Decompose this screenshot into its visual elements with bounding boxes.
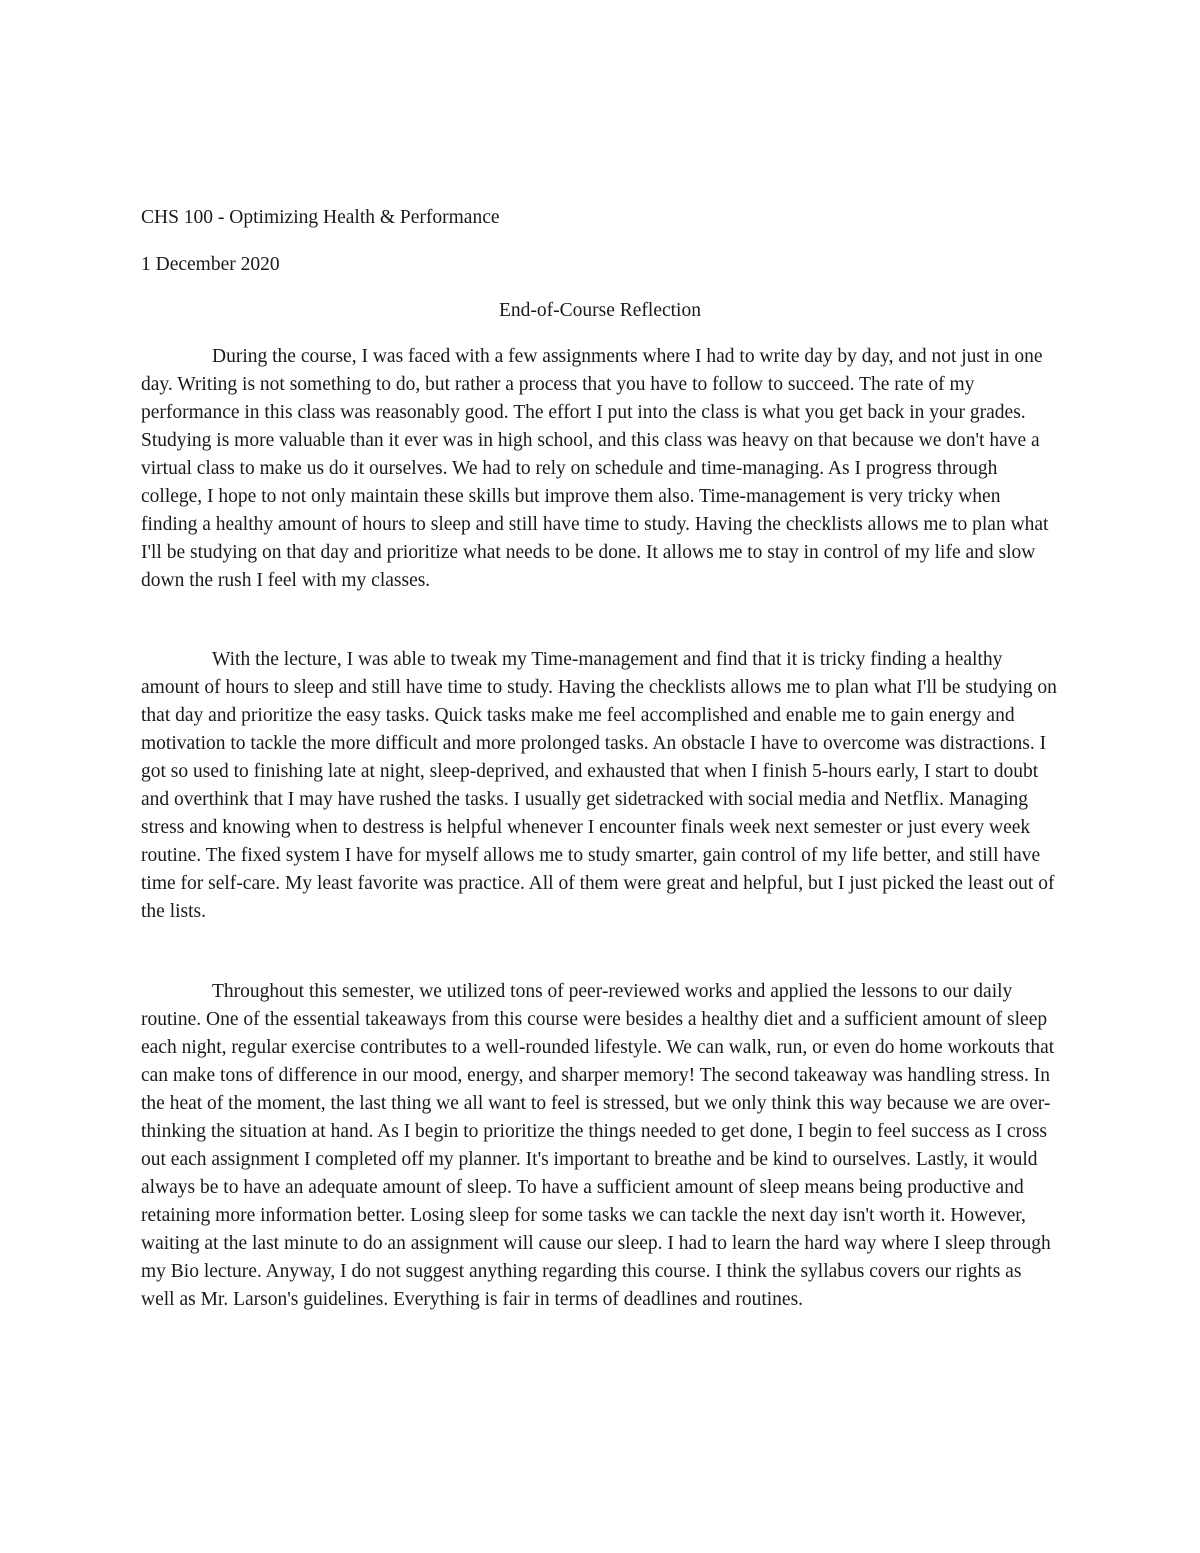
paragraph-1-block	[141, 343, 1059, 595]
paragraph-2-block	[141, 646, 1059, 926]
body-paragraph: During the course, I was faced with a few assignments where I had to write day by day, and not just in one day. Writing is not something to do, but rather a process that you have to follow to succeed. The rate of my performance in this class was reasonably good. The effort I put into the class is what you get back in your grades. Studying is more valuable than it ever was in high school, and this class was heavy on that because we don't have a virtual class to make us do it ourselves. We had to rely on schedule and time-managing. As I progress through college, I hope to not only maintain these skills but improve them also. Time-management is very tricky when finding a healthy amount of hours to sleep and still have time to study. Having the checklists allows me to plan what I'll be studying on that day and prioritize what needs to be done. It allows me to stay in control of my life and slow down the rush I feel with my classes.	[141, 346, 1049, 591]
document-date: 1 December 2020	[141, 254, 280, 275]
course-name: CHS 100 - Optimizing Health & Performance	[141, 207, 500, 228]
body-paragraph: With the lecture, I was able to tweak my Time-management and find that it is tricky finding a healthy amount of hours to sleep and still have time to study. Having the checklists allows me to plan what I'll be studying on that day and prioritize the easy tasks. Quick tasks make me feel accomplished and enable me to gain energy and motivation to tackle the more difficult and more prolonged tasks. An obstacle I have to overcome was distractions. I got so used to finishing late at night, sleep-deprived, and exhausted that when I finish 5-hours early, I start to doubt and overthink that I may have rushed the tasks. I usually get sidetracked with social media and Netflix. Managing stress and knowing when to destress is helpful whenever I encounter finals week next semester or just every week routine. The fixed system I have for myself allows me to study smarter, gain control of my life better, and still have time for self-care. My least favorite was practice. All of them were great and helpful, but I just picked the least out of the lists.	[141, 649, 1057, 922]
document-title: End-of-Course Reflection	[499, 300, 701, 321]
body-paragraph: Throughout this semester, we utilized tons of peer-reviewed works and applied the lessons to our daily routine. One of the essential takeaways from this course were besides a healthy diet and a sufficient amount of sleep each night, regular exercise contributes to a well-rounded lifestyle. We can walk, run, or even do home workouts that can make tons of difference in our mood, energy, and sharper memory! The second takeaway was handling stress. In the heat of the moment, the last thing we all want to feel is stressed, but we only think this way because we are over-thinking the situation at hand. As I begin to prioritize the things needed to get done, I begin to feel success as I cross out each assignment I completed off my planner. It's important to breathe and be kind to ourselves. Lastly, it would always be to have an adequate amount of sleep. To have a sufficient amount of sleep means being productive and retaining more information better. Losing sleep for some tasks we can tackle the next day isn't worth it. However, waiting at the last minute to do an assignment will cause our sleep. I had to learn the hard way where I sleep through my Bio lecture. Anyway, I do not suggest anything regarding this course. I think the syllabus covers our rights as well as Mr. Larson's guidelines. Everything is fair in terms of deadlines and routines.	[141, 981, 1055, 1310]
paragraph-3-block	[141, 978, 1059, 1314]
